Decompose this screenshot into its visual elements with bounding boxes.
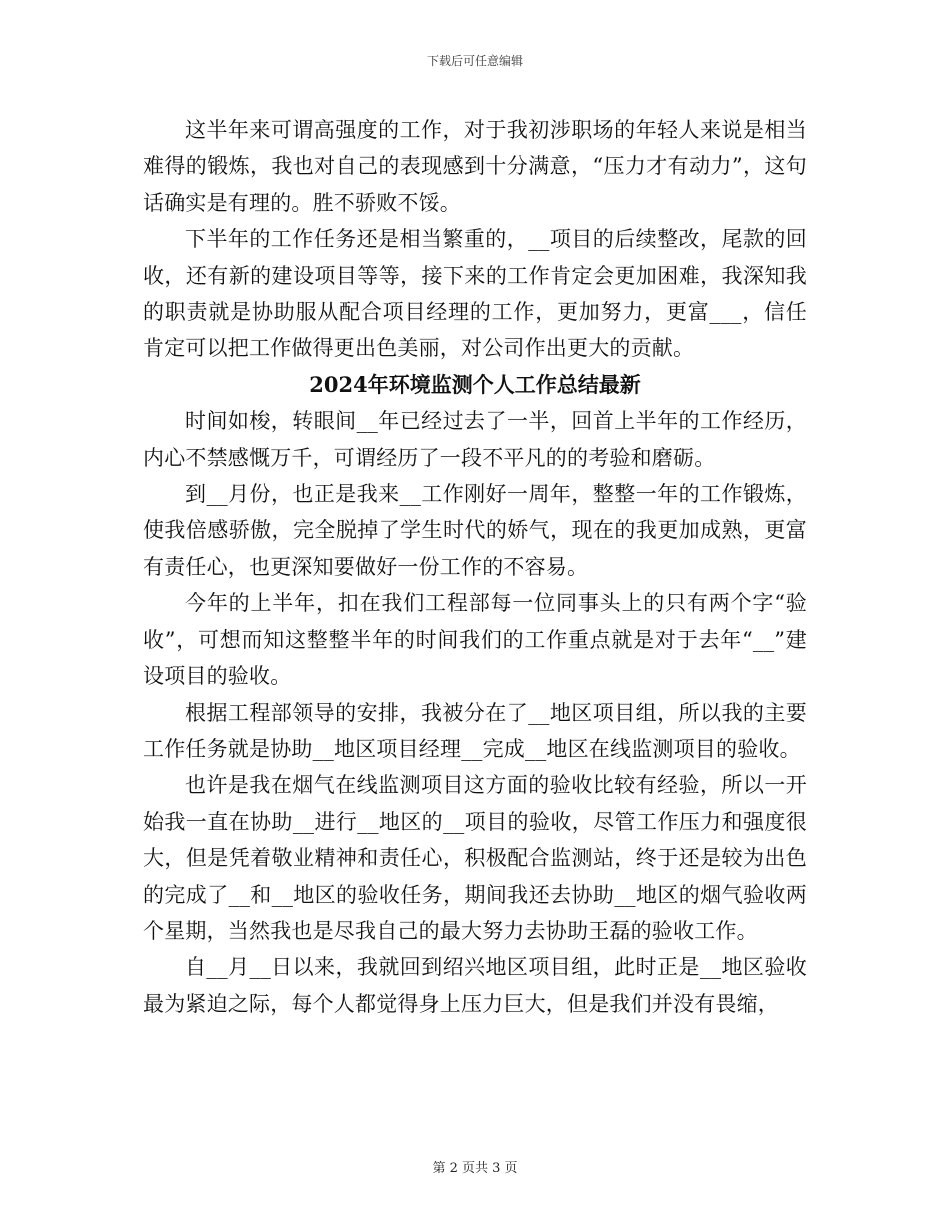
paragraph-time-flies: 时间如梭，转眼间__年已经过去了一半，回首上半年的工作经历，内心不禁感慨万千，可谓经历了一段不平凡的的考验和磨砺。 — [143, 409, 807, 470]
paragraph-pressure: 这半年来可谓高强度的工作，对于我初涉职场的年轻人来说是相当难得的锻炼，我也对自己的表现感到十分满意，“压力才有动力”，这句话确实是有理的。胜不骄败不馁。 — [143, 118, 807, 215]
paragraph-return: 自__月__日以来，我就回到绍兴地区项目组，此时正是__地区验收最为紧迫之际，每个人都觉得身上压力巨大，但是我们并没有畏缩， — [143, 955, 807, 1016]
paragraph-anniversary: 到__月份，也正是我来__工作刚好一周年，整整一年的工作锻炼，使我倍感骄傲，完全脱掉了学生时代的娇气，现在的我更加成熟，更富有责任心，也更深知要做好一份工作的不容易。 — [143, 482, 807, 579]
paragraph-acceptance: 今年的上半年，扣在我们工程部每一位同事头上的只有两个字“验收”，可想而知这整整半年的时间我们的工作重点就是对于去年“__”建设项目的验收。 — [143, 591, 807, 689]
page-footer: 第 2 页共 3 页 — [432, 1161, 518, 1176]
paragraph-second-half-tasks: 下半年的工作任务还是相当繁重的，__项目的后续整改，尾款的回收，还有新的建设项目等等，接下来的工作肯定会更加困难，我深知我的职责就是协助服从配合项目经理的工作，更加努力，更富___，信任肯定可以把工作做得更出色美丽，对公司作出更大的贡献。 — [143, 227, 807, 361]
document-body — [143, 112, 807, 1022]
section-title: 2024年环境监测个人工作总结最新 — [309, 371, 641, 397]
page-header: 下载后可任意编辑 — [426, 54, 523, 68]
paragraph-assignment: 根据工程部领导的安排，我被分在了__地区项目组，所以我的主要工作任务就是协助__地区项目经理__完成__地区在线监测项目的验收。 — [143, 700, 807, 761]
paragraph-experience: 也许是我在烟气在线监测项目这方面的验收比较有经验，所以一开始我一直在协助__进行__地区的__项目的验收，尽管工作压力和强度很大，但是凭着敬业精神和责任心，积极配合监测站，终于还是较为出色的完成了__和__地区的验收任务，期间我还去协助__地区的烟气验收两个星期，当然我也是尽我自己的最大努力去协助王磊的验收工作。 — [143, 773, 807, 943]
